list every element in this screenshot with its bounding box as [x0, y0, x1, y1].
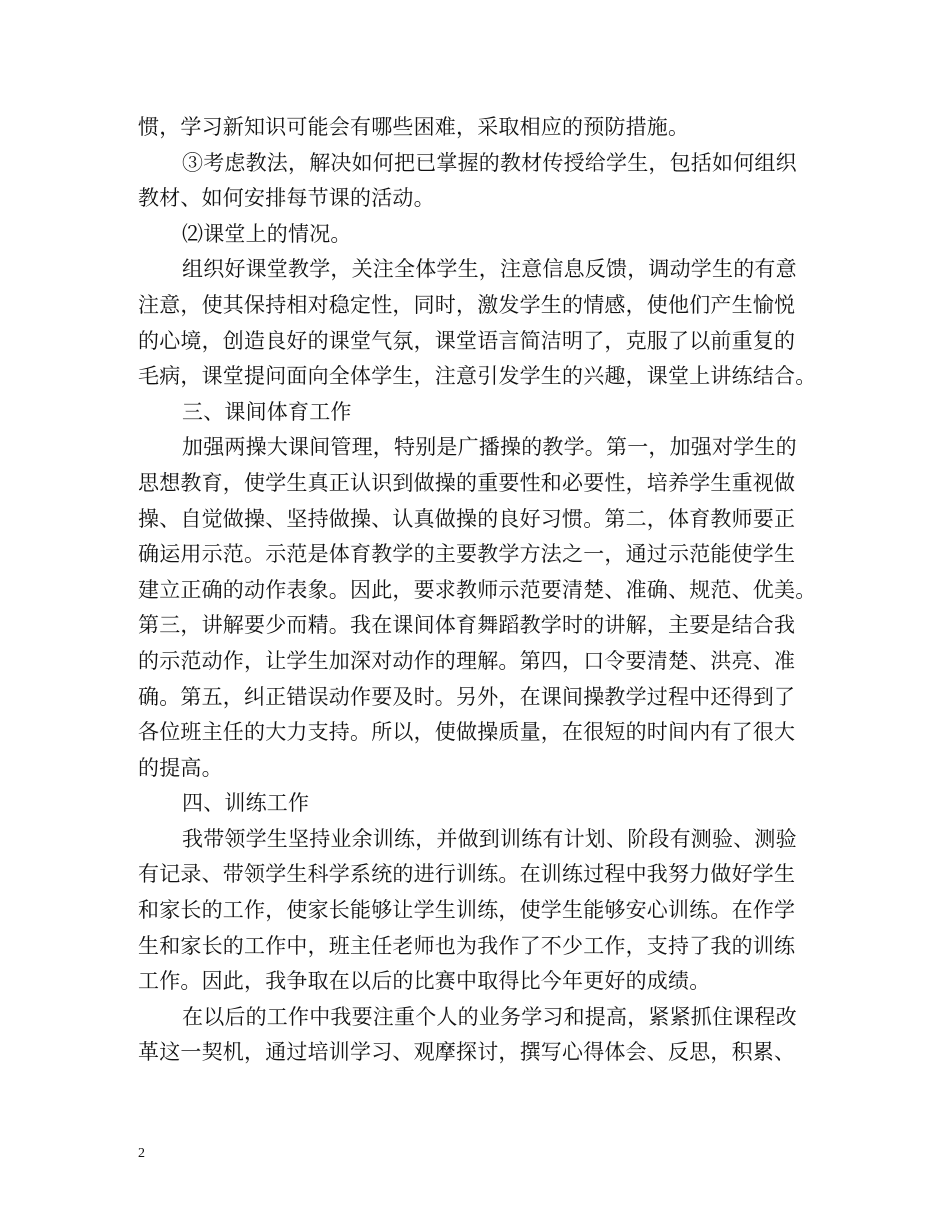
text-line: ③考虑教法，解决如何把已掌握的教材传授给学生，包括如何组织 — [182, 150, 797, 175]
text-line: 生和家长的工作中，班主任老师也为我作了不少工作，支持了我的训练 — [138, 933, 796, 958]
text-line: 第三，讲解要少而精。我在课间体育舞蹈教学时的讲解，主要是结合我 — [138, 613, 796, 638]
text-line: 的提高。 — [138, 755, 223, 780]
section-subheading: ⑵课堂上的情况。 — [182, 221, 352, 246]
text-line: 教材、如何安排每节课的活动。 — [138, 186, 435, 211]
section-heading: 四、训练工作 — [182, 791, 310, 816]
text-line: 操、自觉做操、坚持做操、认真做操的良好习惯。第二，体育教师要正 — [138, 506, 796, 531]
text-line: 的心境，创造良好的课堂气氛，课堂语言简洁明了，克服了以前重复的 — [138, 328, 796, 353]
text-line: 和家长的工作，使家长能够让学生训练，使学生能够安心训练。在作学 — [138, 898, 796, 923]
text-line: 各位班主任的大力支持。所以，使做操质量，在很短的时间内有了很大 — [138, 720, 796, 745]
section-heading: 三、课间体育工作 — [182, 399, 352, 424]
text-line: 确运用示范。示范是体育教学的主要教学方法之一，通过示范能使学生 — [138, 542, 796, 567]
text-line: 的示范动作，让学生加深对动作的理解。第四，口令要清楚、洪亮、准 — [138, 648, 796, 673]
text-line: 有记录、带领学生科学系统的进行训练。在训练过程中我努力做好学生 — [138, 862, 796, 887]
text-line: 思想教育，使学生真正认识到做操的重要性和必要性，培养学生重视做 — [138, 470, 796, 495]
text-line: 惯，学习新知识可能会有哪些困难，采取相应的预防措施。 — [138, 115, 690, 139]
text-line: 毛病，课堂提问面向全体学生，注意引发学生的兴趣，课堂上讲练结合。 — [138, 364, 817, 389]
text-line: 确。第五，纠正错误动作要及时。另外，在课间操教学过程中还得到了 — [138, 684, 796, 709]
page-number: 2 — [138, 1146, 145, 1161]
text-line: 注意，使其保持相对稳定性，同时，激发学生的情感，使他们产生愉悦 — [138, 292, 796, 317]
text-line: 组织好课堂教学，关注全体学生，注意信息反馈，调动学生的有意 — [182, 257, 797, 282]
body-text — [138, 110, 828, 1071]
text-line: 在以后的工作中我要注重个人的业务学习和提高，紧紧抓住课程改 — [182, 1004, 797, 1029]
text-line: 革这一契机，通过培训学习、观摩探讨，撰写心得体会、反思，积累、 — [138, 1040, 796, 1065]
text-line: 工作。因此，我争取在以后的比赛中取得比今年更好的成绩。 — [138, 969, 711, 994]
text-line: 建立正确的动作表象。因此，要求教师示范要清楚、准确、规范、优美。 — [138, 577, 817, 602]
text-line: 加强两操大课间管理，特别是广播操的教学。第一，加强对学生的 — [182, 435, 797, 460]
text-line: 我带领学生坚持业余训练，并做到训练有计划、阶段有测验、测验 — [182, 826, 797, 851]
